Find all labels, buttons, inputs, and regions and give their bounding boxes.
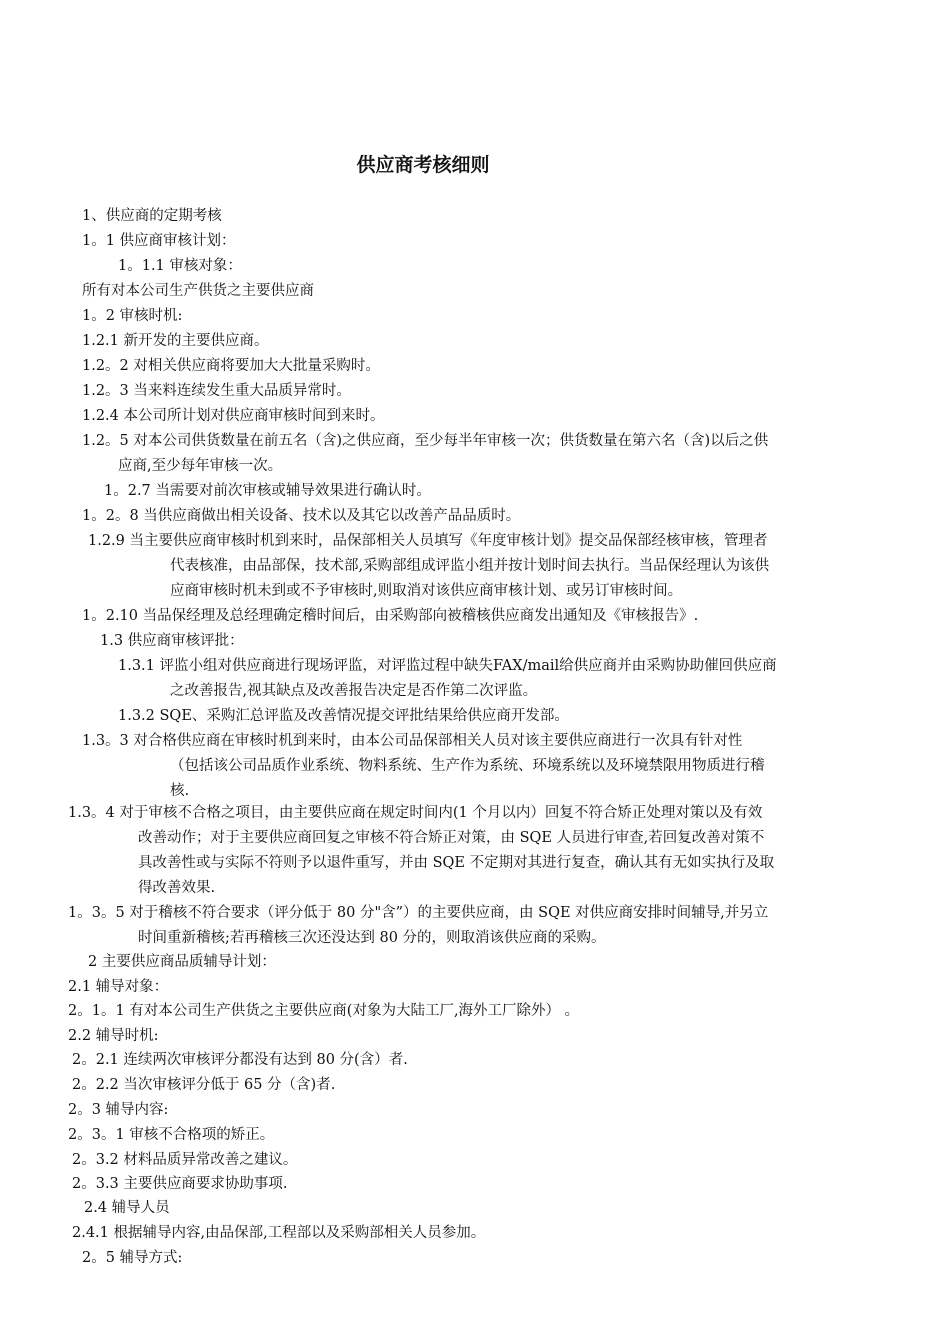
section-1-2-heading: 1。2 审核时机:	[82, 308, 183, 324]
item-1-3-3-cont-1: （包括该公司品质作业系统、物料系统、生产作为系统、环境系统以及环境禁限用物质进行稽	[170, 758, 765, 774]
section-1-3-heading: 1.3 供应商审核评批：	[100, 633, 244, 649]
item-1-3-3-cont-2: 核.	[170, 783, 190, 799]
section-2-3-heading: 2。3 辅导内容:	[68, 1102, 169, 1118]
item-1-2-2: 1.2。2 对相关供应商将要加大大批量采购时。	[82, 358, 380, 374]
item-1-2-5-cont: 应商,至少每年审核一次。	[118, 458, 283, 474]
item-1-2-10: 1。2.10 当品保经理及总经理确定稽时间后，由采购部向被稽核供应商发出通知及《审核报告》.	[82, 608, 699, 624]
document-title: 供应商考核细则	[356, 154, 490, 176]
item-1-3-2: 1.3.2 SQE、采购汇总评监及改善情况提交评批结果给供应商开发部。	[118, 708, 569, 724]
item-1-2-9-cont-1: 代表核准，由品部保，技术部,采购部组成评监小组并按计划时间去执行。当品保经理认为该供	[170, 558, 770, 574]
item-1-2-9: 1.2.9 当主要供应商审核时机到来时，品保部相关人员填写《年度审核计划》提交品保部经核审核，管理者	[88, 533, 768, 549]
item-2-3-3: 2。3.3 主要供应商要求协助事项.	[72, 1176, 288, 1192]
item-1-2-5: 1.2。5 对本公司供货数量在前五名（含)之供应商，至少每半年审核一次；供货数量在第六名（含)以后之供	[82, 433, 769, 449]
section-1-heading: 1、供应商的定期考核	[82, 208, 222, 224]
item-1-2-4: 1.2.4 本公司所计划对供应商审核时间到来时。	[82, 408, 385, 424]
item-2-1-1: 2。1。1 有对本公司生产供货之主要供应商(对象为大陆工厂,海外工厂除外） 。	[68, 1003, 580, 1019]
item-2-2-2: 2。2.2 当次审核评分低于 65 分（含)者.	[72, 1077, 336, 1093]
item-1-2-3: 1.2。3 当来料连续发生重大品质异常时。	[82, 383, 351, 399]
item-2-4-1: 2.4.1 根据辅导内容,由品保部,工程部以及采购部相关人员参加。	[72, 1225, 486, 1241]
item-1-3-1-cont: 之改善报告,视其缺点及改善报告决定是否作第二次评监。	[170, 683, 538, 699]
item-1-3-5: 1。3。5 对于稽核不符合要求（评分低于 80 分"含”）的主要供应商，由 SQE 对供应商安排时间辅导,并另立	[68, 905, 769, 921]
item-2-3-2: 2。3.2 材料品质异常改善之建议。	[72, 1152, 298, 1168]
item-1-3-5-cont: 时间重新稽核;若再稽核三次还没达到 80 分的，则取消该供应商的采购。	[138, 930, 606, 946]
item-1-3-4-cont-2: 具改善性或与实际不符则予以退件重写，并由 SQE 不定期对其进行复查，确认其有无如实执行及取	[138, 855, 775, 871]
section-1-1-1-heading: 1。1.1 审核对象：	[118, 258, 242, 274]
item-2-3-1: 2。3。1 审核不合格项的矫正。	[68, 1127, 275, 1143]
item-1-3-3: 1.3。3 对合格供应商在审核时机到来时，由本公司品保部相关人员对该主要供应商进行一次具有针对性	[82, 733, 743, 749]
item-1-2-1: 1.2.1 新开发的主要供应商。	[82, 333, 269, 349]
item-1-3-4: 1.3。4 对于审核不合格之项目，由主要供应商在规定时间内(1 个月以内）回复不符合矫正处理对策以及有效	[68, 805, 763, 821]
item-1-3-4-cont-3: 得改善效果.	[138, 880, 216, 896]
item-1-2-9-cont-2: 应商审核时机未到或不予审核时,则取消对该供应商审核计划、或另订审核时间。	[170, 583, 683, 599]
item-1-3-4-cont-1: 改善动作；对于主要供应商回复之审核不符合矫正对策，由 SQE 人员进行审查,若回复改善对策不	[138, 830, 765, 846]
section-2-1-heading: 2.1 辅导对象：	[68, 979, 169, 995]
item-2-2-1: 2。2.1 连续两次审核评分都没有达到 80 分(含）者.	[72, 1052, 408, 1068]
section-2-5-heading: 2。5 辅导方式:	[82, 1250, 183, 1266]
section-2-heading: 2 主要供应商品质辅导计划：	[88, 954, 276, 970]
section-1-1-heading: 1。1 供应商审核计划：	[82, 233, 236, 249]
audit-target-text: 所有对本公司生产供货之主要供应商	[82, 283, 314, 299]
section-2-4-heading: 2.4 辅导人员	[84, 1200, 170, 1216]
item-1-2-8: 1。2。8 当供应商做出相关设备、技术以及其它以改善产品品质时。	[82, 508, 521, 524]
item-1-2-7: 1。2.7 当需要对前次审核或辅导效果进行确认时。	[104, 483, 431, 499]
section-2-2-heading: 2.2 辅导时机:	[68, 1028, 159, 1044]
item-1-3-1: 1.3.1 评监小组对供应商进行现场评监，对评监过程中缺失FAX/mail给供应商并由采购协助催回供应商	[118, 658, 777, 674]
